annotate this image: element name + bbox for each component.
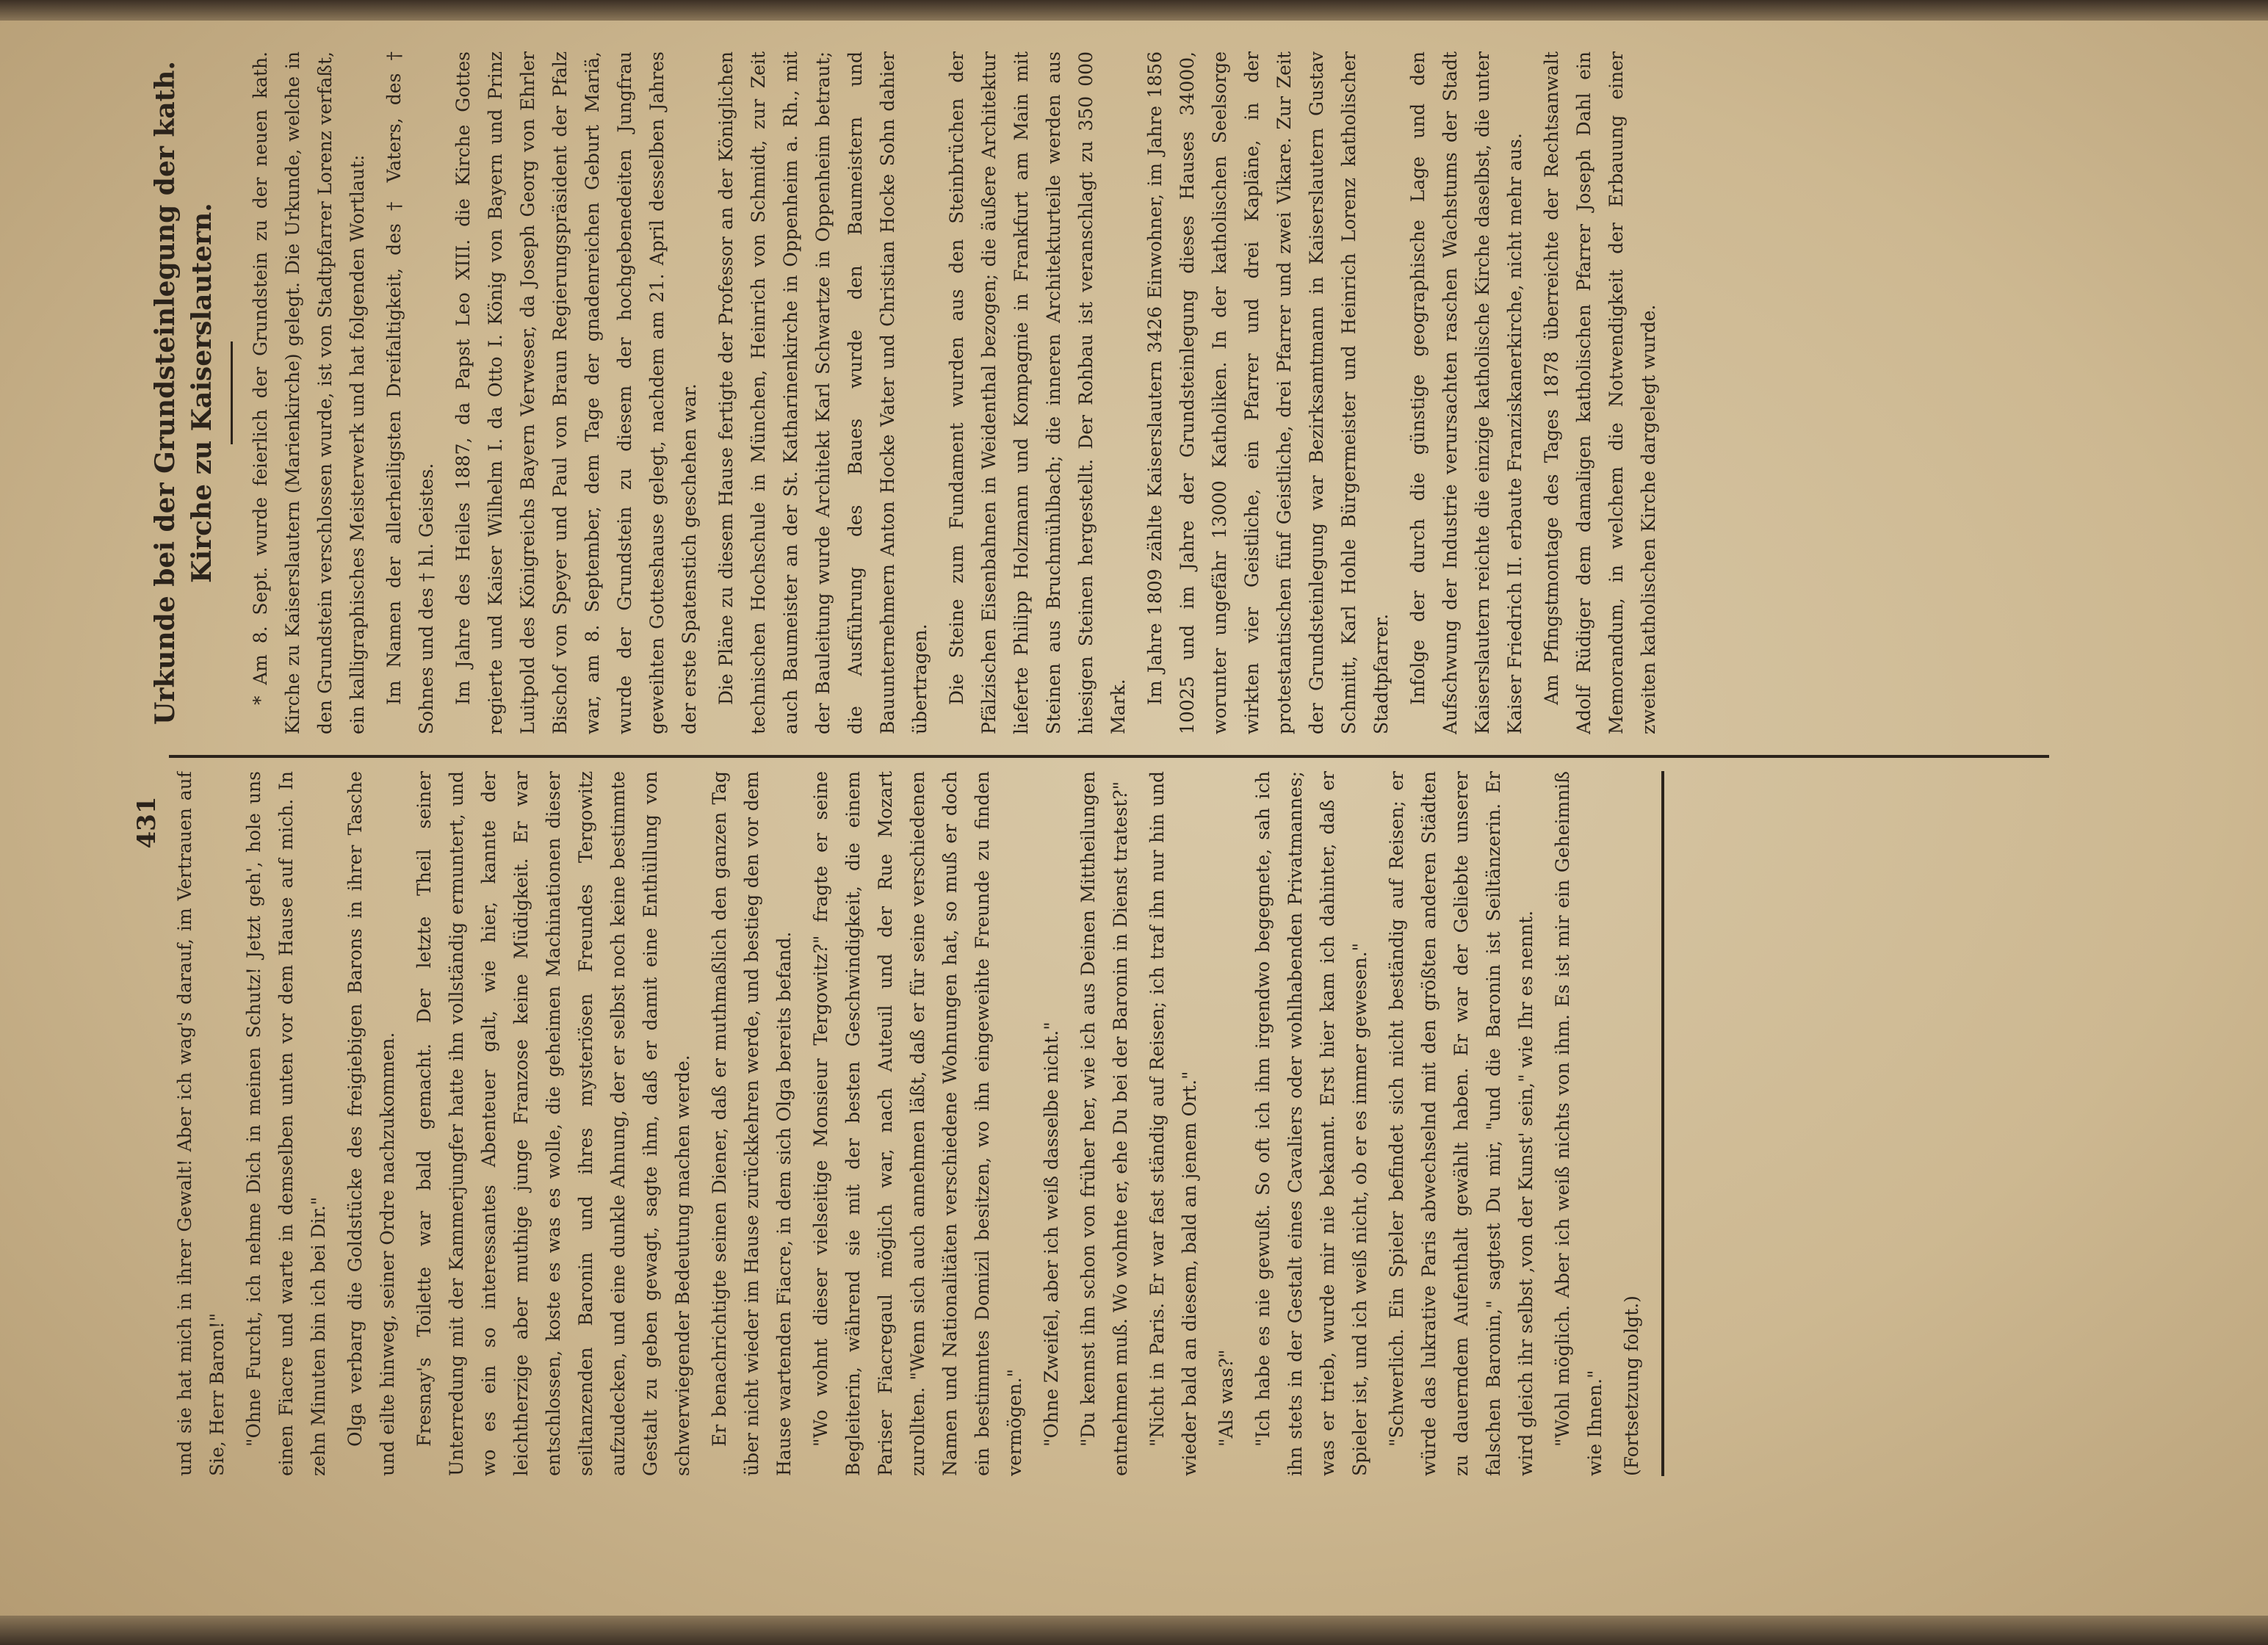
paragraph: Fresnay's Toilette war bald gemacht. Der letzte Theil seiner Unterredung mit der Kammerjungfer hatte ihn vollständig ermuntert, und wo es ein so interessantes Abenteuer galt, wie hier, kannte der leichtherzige aber muthige junge Franzose keine Müdigkeit. Er war entschlossen, koste es was es wolle, die geheimen Machinationen dieser seiltanzenden Baronin und ihres mysteriösen Freundes Tergowitz aufzudecken, und eine dunkle Ahnung, der er selbst noch keine bestimmte Gestalt zu geben gewagt, sagte ihm, daß er damit eine Enthüllung von schwerwiegender Bedeutung machen werde. [413,771,693,1476]
column-divider [169,755,2049,758]
paragraph: Im Namen der allerheiligsten Dreifaltigkeit, des † Vaters, des † Sohnes und des † hl. Geistes. [383,51,437,734]
paragraph: Die Steine zum Fundament wurden aus den Steinbrüchen der Pfälzischen Eisenbahnen in Weidenthal bezogen; die äußere Architektur lieferte Philipp Holzmann und Kompagnie in Frankfurt am Main mit Steinen aus Bruchmühlbach; die inneren Architekturteile werden aus hiesigen Steinen hergestellt. Der Rohbau ist veranschlagt zu 350 000 Mark. [946,51,1129,734]
page-number: 431 [132,796,162,849]
right-column [147,51,2056,734]
title-rule [231,341,233,444]
paragraph: * Am 8. Sept. wurde feierlich der Grundstein zu der neuen kath. Kirche zu Kaiserslautern (Marienkirche) gelegt. Die Urkunde, welche in den Grundstein verschlossen wurde, ist von Stadtpfarrer Lorenz verfaßt, ein kalligraphisches Meisterwerk und hat folgenden Wortlaut: [250,51,368,734]
paragraph: "Als was?" [1216,1349,1237,1447]
paragraph: "Du kennst ihn schon von früher her, wie ich aus Deinen Mittheilungen entnehmen muß. Wo wohnte er, ehe Du bei der Baronin in Dienst tratest?" [1077,771,1131,1476]
paragraph: "Wo wohnt dieser vielseitige Monsieur Tergowitz?" fragte er seine Begleiterin, während sie mit der besten Geschwindigkeit, die einem Pariser Fiacregaul möglich war, nach Auteuil und der Rue Mozart zurollten. "Wenn sich auch annehmen läßt, daß er für seine verschiedenen Namen und Nationalitäten verschiedene Wohnungen hat, so muß er doch ein bestimmtes Domizil besitzen, wo ihn eingeweihte Freunde zu finden vermögen." [810,771,1025,1476]
paragraph: Infolge der durch die günstige geographische Lage und den Aufschwung der Industrie verursachten raschen Wachstums der Stadt Kaiserslautern reichte die einzige katholische Kirche daselbst, die unter Kaiser Friedrich II. erbaute Franziskanerkirche, nicht mehr aus. [1407,51,1525,734]
paragraph: Olga verbarg die Goldstücke des freigiebigen Barons in ihrer Tasche und eilte hinweg, seiner Ordre nachzukommen. [344,771,398,1476]
paragraph: Die Pläne zu diesem Hause fertigte der Professor an der Königlichen technischen Hochschule in München, Heinrich von Schmidt, zur Zeit auch Baumeister an der St. Katharinenkirche in Oppenheim a. Rh., mit der Bauleitung wurde Architekt Karl Schwartze in Oppenheim betraut; die Ausführung des Baues wurde den Baumeistern und Bauunternehmern Anton Hocke Vater und Christian Hocke Sohn dahier übertragen. [715,51,931,734]
paragraph: "Ohne Furcht, ich nehme Dich in meinen Schutz! Jetzt geh', hole uns einen Fiacre und warte in demselben unten vor dem Hause auf mich. In zehn Minuten bin ich bei Dir." [243,771,329,1476]
paragraph: "Schwerlich. Ein Spieler befindet sich nicht beständig auf Reisen; er würde das lukrative Paris abwechselnd mit den größten anderen Städten zu dauerndem Aufenthalt gewählt haben. Er war der Geliebte unserer falschen Baronin," sagtest Du mir, "und die Baronin ist Seiltänzerin. Er wird gleich ihr selbst ,von der Kunst' sein," wie Ihr es nennt. [1386,771,1536,1476]
paragraph: "Nicht in Paris. Er war fast ständig auf Reisen; ich traf ihn nur hin und wieder bald an diesem, bald an jenem Ort." [1146,771,1200,1476]
paragraph: Er benachrichtigte seinen Diener, daß er muthmaßlich den ganzen Tag über nicht wieder im Hause zurückkehren werde, und bestieg den vor dem Hause wartenden Fiacre, in dem sich Olga bereits befand. [709,771,795,1476]
paragraph: "Wohl möglich. Aber ich weiß nichts von ihm. Es ist mir ein Geheimniß wie Ihnen." [1552,771,1606,1476]
paragraph: Im Jahre des Heiles 1887, da Papst Leo XIII. die Kirche Gottes regierte und Kaiser Wilhelm I. da Otto I. König von Bayern und Prinz Luitpold des Königreichs Bayern Verweser, da Joseph Georg von Ehrler Bischof von Speyer und Paul von Braun Regierungspräsident der Pfalz war, am 8. September, dem Tage der gnadenreichen Geburt Mariä, wurde der Grundstein zu diesem der hochgebenedeiten Jungfrau geweihten Gotteshause gelegt, nachdem am 21. April desselben Jahres der erste Spatenstich geschehen war. [452,51,700,734]
paragraph: "Ich habe es nie gewußt. So oft ich ihm irgendwo begegnete, sah ich ihn stets in der Gestalt eines Cavaliers oder wohlhabenden Privatmannes; was er trieb, wurde mir nie bekannt. Erst hier kam ich dahinter, daß er Spieler ist, und ich weiß nicht, ob er es immer gewesen." [1252,771,1370,1476]
continuation-note: (Fortsetzung folgt.) [1621,1295,1642,1476]
end-rule [1661,771,1664,1476]
left-column [169,771,2049,1476]
paragraph: und sie hat mich in ihrer Gewalt! Aber ich wag's darauf, im Vertrauen auf Sie, Herr Baron!" [174,771,228,1476]
paragraph: "Ohne Zweifel, aber ich weiß dasselbe nicht." [1041,1022,1062,1447]
article-title: Urkunde bei der Grundsteinlegung der kath. Kirche zu Kaiserslautern. [150,61,217,725]
paragraph: Am Pfingstmontage des Tages 1878 überreichte der Rechtsanwalt Adolf Rüdiger dem damaligen katholischen Pfarrer Joseph Dahl ein Memorandum, in welchem die Notwendigkeit der Erbauung einer zweiten katholischen Kirche dargelegt wurde. [1541,51,1659,734]
paragraph: Im Jahre 1809 zählte Kaiserslautern 3426 Einwohner, im Jahre 1856 10025 und im Jahre der Grundsteinlegung dieses Hauses 34000, worunter ungefähr 13000 Katholiken. In der katholischen Seelsorge wirkten vier Geistliche, ein Pfarrer und drei Kapläne, in der protestantischen fünf Geistliche, drei Pfarrer und zwei Vikare. Zur Zeit der Grundsteinlegung war Bezirksamtmann in Kaiserslautern Gustav Schmitt, Karl Hohle Bürgermeister und Heinrich Lorenz katholischer Stadtpfarrer. [1144,51,1392,734]
